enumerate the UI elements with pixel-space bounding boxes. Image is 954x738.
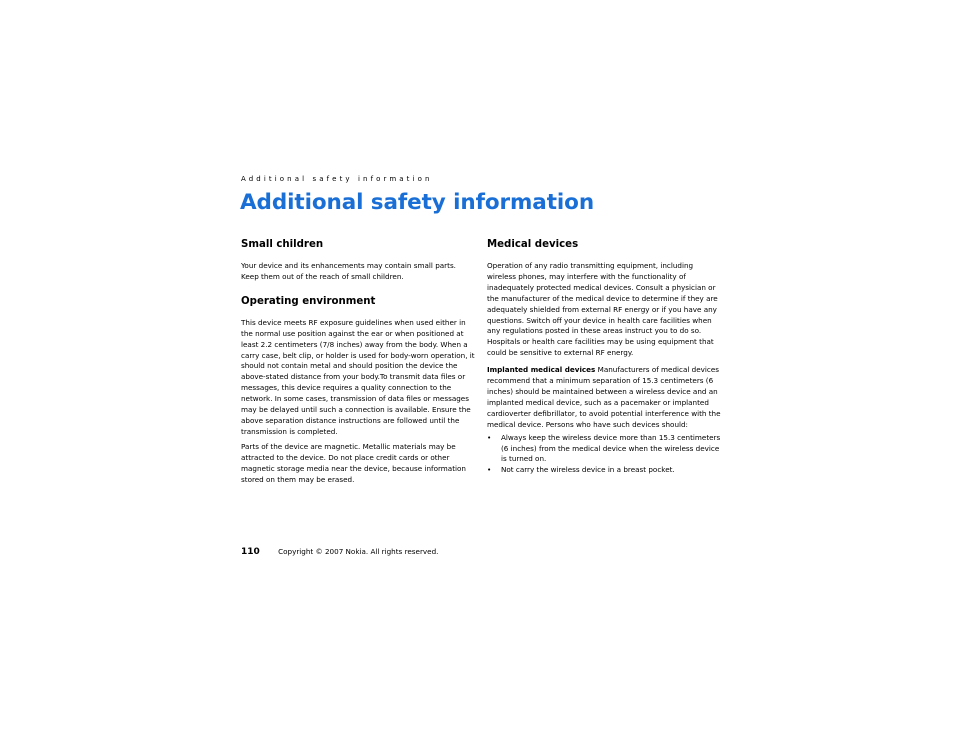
copyright-text: Copyright © 2007 Nokia. All rights reserved. xyxy=(278,547,439,556)
section-heading-medical-devices: Medical devices xyxy=(487,239,579,250)
section-heading-small-children: Small children xyxy=(241,239,324,250)
page-number: 110 xyxy=(241,547,260,557)
implanted-devices-paragraph xyxy=(487,365,721,430)
footer xyxy=(241,547,438,557)
small-children-text: Your device and its enhancements may contain small parts. Keep them out of the reach of small children. xyxy=(241,261,456,281)
section-heading-operating-environment: Operating environment xyxy=(241,295,376,307)
list-item xyxy=(487,433,721,466)
list-item-text: Not carry the wireless device in a breast pocket. xyxy=(501,465,675,475)
medical-devices-text: Operation of any radio transmitting equipment, including wireless phones, may interfere with the functionality of inadequately protected medical devices. Consult a physician or the manufacturer of the medical device to determine if they are adequately shielded from external RF energy or if you have any questions. Switch off your device in health care facilities when any regulations posted in these areas instruct you to do so. Hospitals or health care facilities may be using equipment that could be sensitive to external RF energy. xyxy=(487,261,718,358)
page-title: Additional safety information xyxy=(240,190,595,215)
running-header: Additional safety information xyxy=(241,175,433,183)
operating-environment-text: This device meets RF exposure guidelines when used either in the normal use position against the ear or when positioned at least 2.2 centimeters (7/8 inches) away from the body. When a carry case, belt clip, or holder is used for body-worn operation, it should not contain metal and should position the device the above-stated distance from your body.To transmit data files or messages, this device requires a quality connection to the network. In some cases, transmission of data files or messages may be delayed until such a connection is available. Ensure the above separation distance instructions are followed until the transmission is completed. xyxy=(241,317,475,436)
implanted-devices-text: Manufacturers of medical devices recommend that a minimum separation of 15.3 centimeters (6 inches) should be maintained between a wireless device and an implanted medical device, such as a pacemaker or implanted cardioverter defibrillator, to avoid potential interference with the medical device. Persons who have such devices should: xyxy=(487,365,721,429)
implanted-devices-label: Implanted medical devices xyxy=(487,365,596,375)
left-column xyxy=(241,238,475,485)
list-item-text: Always keep the wireless device more than 15.3 centimeters (6 inches) from the medical device when the wireless device is turned on. xyxy=(501,432,721,464)
right-column xyxy=(487,238,721,476)
recommendation-list xyxy=(487,433,721,477)
list-item xyxy=(487,465,721,476)
bullet-icon: • xyxy=(487,465,492,475)
bullet-icon: • xyxy=(487,432,492,442)
magnetic-parts-text: Parts of the device are magnetic. Metallic materials may be attracted to the device. Do not place credit cards or other magnetic storage media near the device, because information stored on them may be erased. xyxy=(241,441,466,484)
